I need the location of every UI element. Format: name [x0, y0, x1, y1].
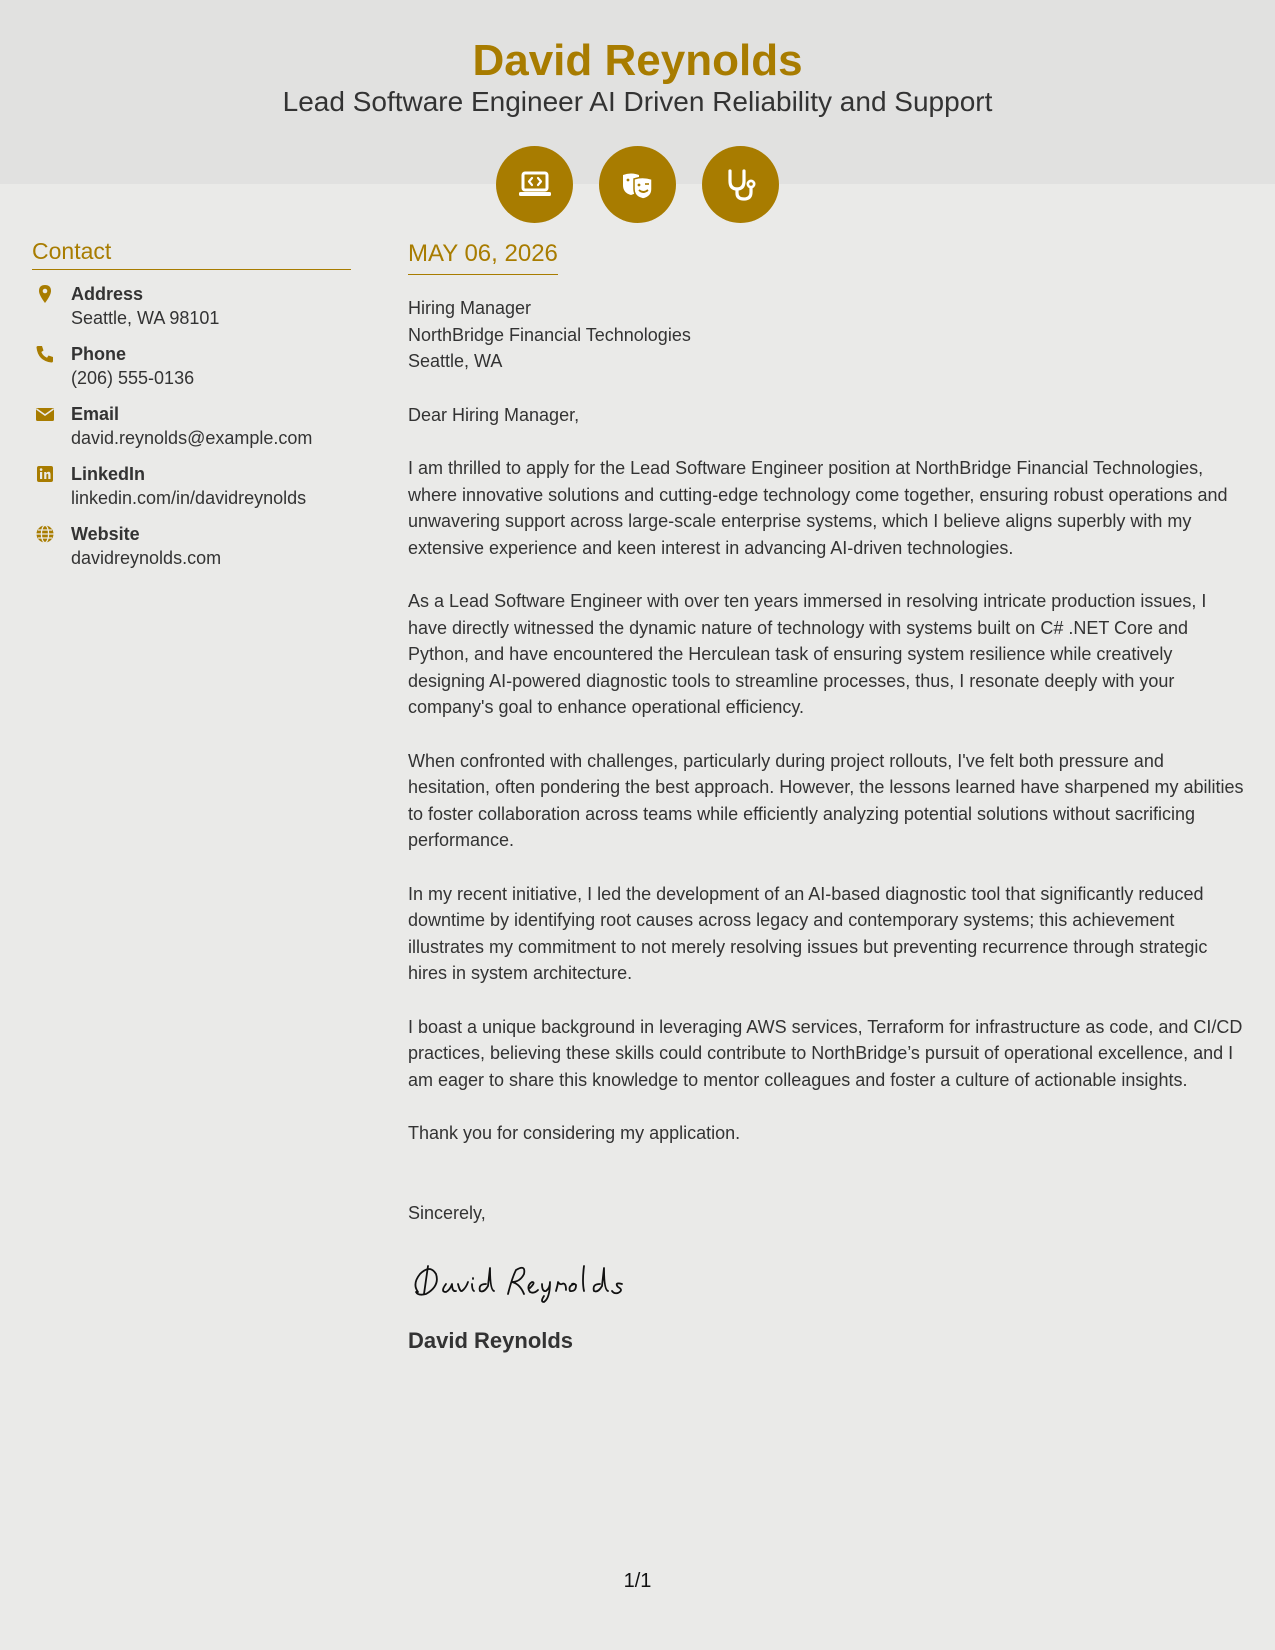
- paragraph: As a Lead Software Engineer with over ten years immersed in resolving intricate production issues, I have directly witnessed the dynamic nature of technology with systems built on C# .NET Core and Python, and have encountered the Herculean task of ensuring system resilience while creatively designing AI-powered diagnostic tools to streamline processes, thus, I resonate deeply with your company's goal to enhance operational efficiency.: [408, 591, 1207, 717]
- address-label: Address: [71, 284, 144, 304]
- linkedin-value[interactable]: linkedin.com/in/davidreynolds: [71, 488, 307, 508]
- website-value[interactable]: davidreynolds.com: [71, 548, 222, 568]
- paragraph: In my recent initiative, I led the development of an AI-based diagnostic tool that significantly reduced downtime by identifying root causes across legacy and contemporary systems; this achievement illustrates my commitment to not merely resolving issues but preventing recurrence through strategic hires in system architecture.: [408, 883, 1208, 983]
- website-label: Website: [71, 524, 140, 544]
- phone-label: Phone: [71, 344, 127, 364]
- address-value: Seattle, WA 98101: [71, 308, 220, 328]
- letter-body: [408, 240, 1248, 1354]
- contact-website: [32, 522, 351, 570]
- signer-name: David Reynolds: [408, 1328, 574, 1353]
- closing: Sincerely,: [408, 1202, 486, 1223]
- recipient-block: [408, 295, 1248, 375]
- paragraph: I am thrilled to apply for the Lead Software Engineer position at NorthBridge Financial Technologies, where innovative solutions and cutting-edge technology come together, ensuring robust operations and unwavering support across large-scale enterprise systems, which I believe aligns superbly with my extensive experience and keen interest in advancing AI-driven technologies.: [408, 458, 1228, 558]
- linkedin-icon: [35, 464, 55, 484]
- email-label: Email: [71, 404, 120, 424]
- theater-masks-icon: [599, 146, 676, 223]
- recipient-line: Hiring Manager: [408, 298, 532, 318]
- paragraph: When confronted with challenges, particularly during project rollouts, I've felt both pressure and hesitation, often pondering the best approach. However, the lessons learned have sharpened my abilities to foster collaboration across teams while efficiently analyzing potential solutions without sacrificing performance.: [408, 750, 1244, 850]
- laptop-code-icon: [496, 146, 573, 223]
- contact-sidebar: [32, 238, 351, 570]
- email-value[interactable]: david.reynolds@example.com: [71, 428, 313, 448]
- letter-date: MAY 06, 2026: [408, 240, 558, 275]
- contact-linkedin: [32, 462, 351, 510]
- contact-heading: Contact: [32, 238, 351, 270]
- recipient-line: NorthBridge Financial Technologies: [408, 324, 691, 345]
- map-pin-icon: [35, 284, 55, 304]
- recipient-line: Seattle, WA: [408, 351, 503, 371]
- envelope-icon: [35, 404, 55, 424]
- contact-email: [32, 402, 351, 450]
- paragraph: I boast a unique background in leveraging AWS services, Terraform for infrastructure as code, and CI/CD practices, believing these skills could contribute to NorthBridge’s pursuit of operational excellence, and I am eager to share this knowledge to mentor colleagues and foster a culture of actionable insights.: [408, 1016, 1243, 1090]
- stethoscope-icon: [702, 146, 779, 223]
- phone-value: (206) 555-0136: [71, 368, 195, 388]
- linkedin-label: LinkedIn: [71, 464, 146, 484]
- thank-you-line: Thank you for considering my application.: [408, 1123, 741, 1143]
- contact-address: [32, 282, 351, 330]
- salutation: Dear Hiring Manager,: [408, 404, 580, 425]
- globe-icon: [35, 524, 55, 544]
- page-number: 1/1: [623, 1570, 652, 1592]
- phone-icon: [35, 344, 55, 364]
- job-title: Lead Software Engineer AI Driven Reliability and Support: [282, 86, 993, 117]
- contact-phone: [32, 342, 351, 390]
- applicant-name: David Reynolds: [472, 36, 803, 85]
- handwritten-signature: [408, 1254, 1248, 1304]
- icon-row: [0, 146, 1275, 223]
